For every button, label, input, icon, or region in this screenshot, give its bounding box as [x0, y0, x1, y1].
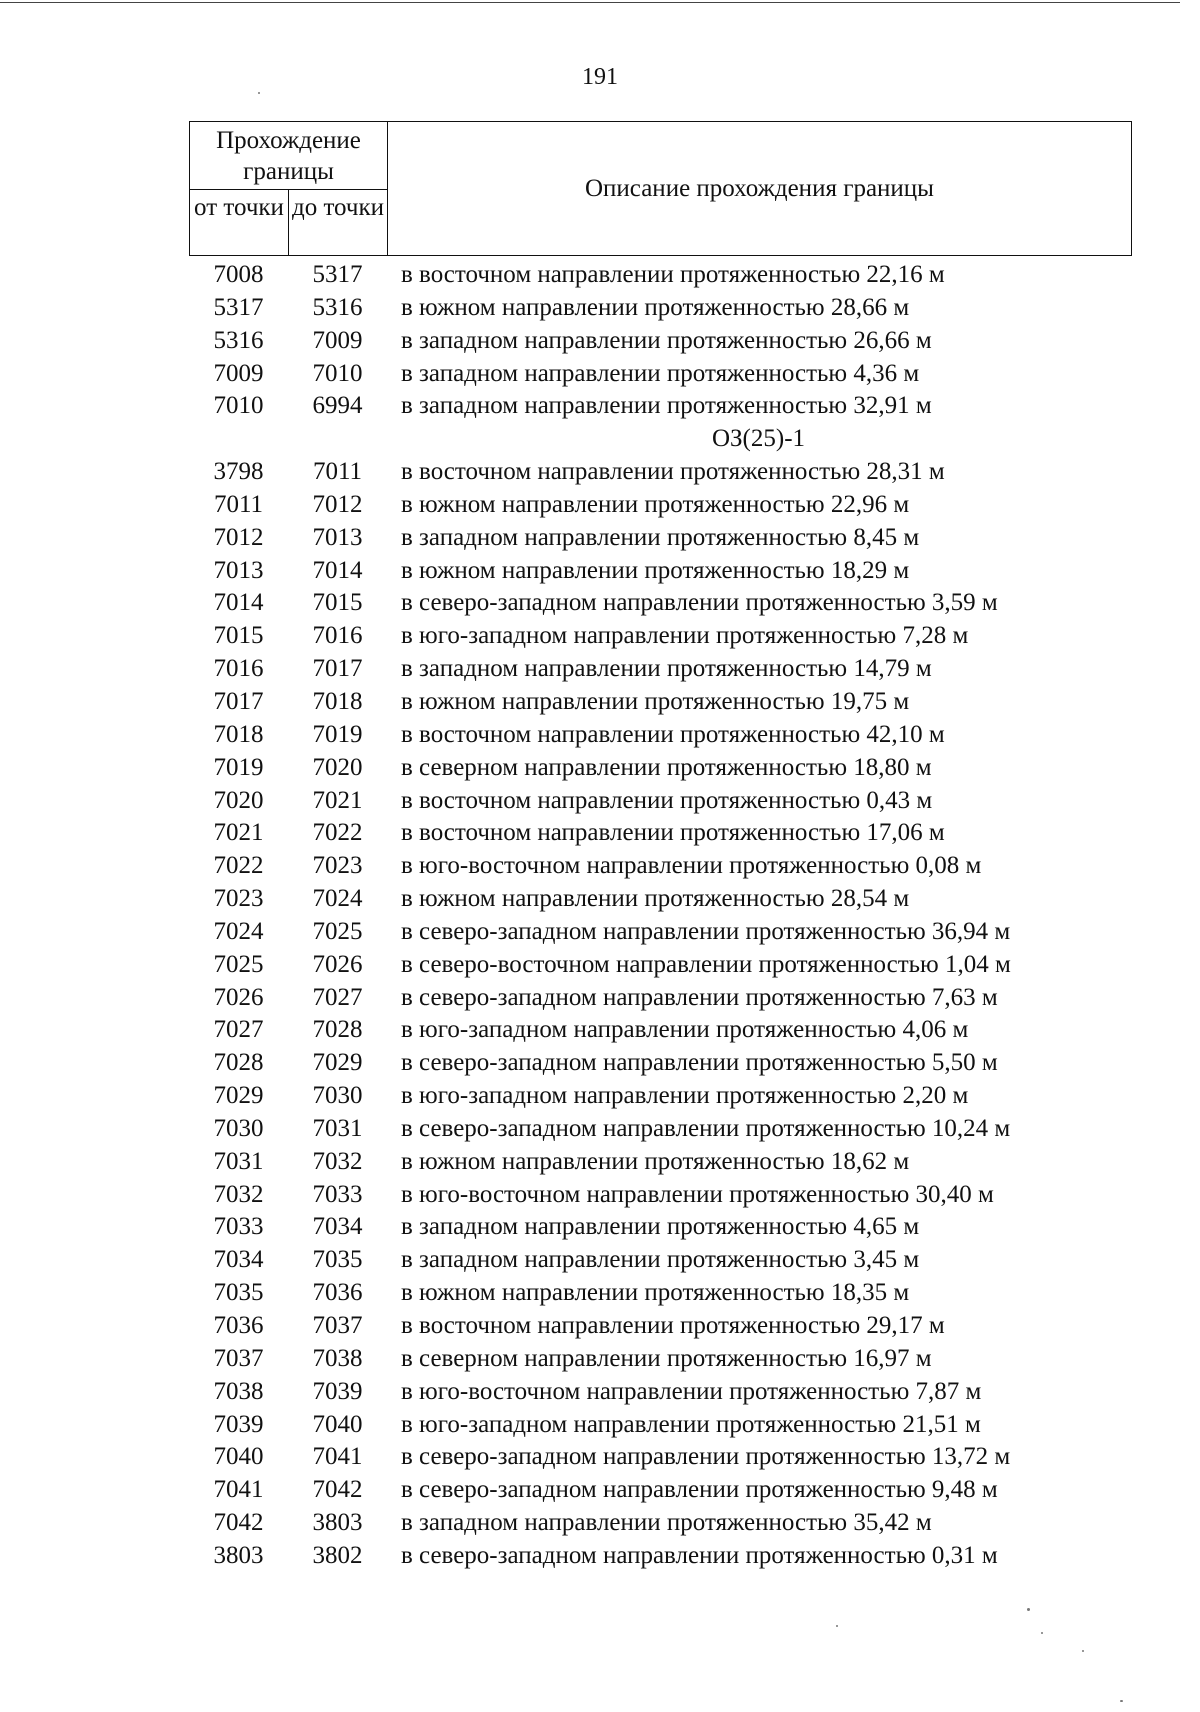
from-point: 7031 — [213, 1147, 264, 1175]
segment-description: в юго-восточном направлении протяженностью 30,40 м — [401, 1180, 994, 1208]
from-point: 7010 — [213, 392, 264, 420]
segment-description: в восточном направлении протяженностью 42,10 м — [401, 720, 945, 748]
segment-description: в южном направлении протяженностью 18,35 м — [401, 1279, 910, 1307]
from-point: 7025 — [213, 950, 264, 978]
table-row — [189, 915, 1189, 948]
header-to-point: до точки — [289, 190, 388, 255]
to-point: 7039 — [312, 1377, 363, 1405]
table-row — [189, 1145, 1189, 1178]
segment-description: в северо-западном направлении протяженностью 7,63 м — [401, 983, 998, 1011]
to-point: 7037 — [312, 1312, 363, 1339]
to-point: 7030 — [312, 1082, 363, 1110]
to-point: 7011 — [312, 458, 363, 486]
table-row — [189, 619, 1189, 652]
to-point: 7027 — [312, 983, 363, 1011]
segment-description: в восточном направлении протяженностью 29,17 м — [401, 1312, 945, 1339]
to-point: 7034 — [312, 1213, 363, 1241]
to-point: 7010 — [312, 359, 363, 387]
table-row — [189, 1440, 1189, 1473]
table-row — [189, 652, 1189, 685]
table-row — [189, 1506, 1189, 1539]
table-row — [189, 685, 1189, 718]
table-row — [189, 882, 1189, 915]
table-row — [189, 1178, 1189, 1211]
to-point: 7016 — [312, 622, 363, 650]
segment-description: в южном направлении протяженностью 18,29 м — [401, 556, 910, 584]
to-point: 7019 — [312, 720, 363, 748]
to-point: 6994 — [312, 392, 363, 420]
from-point: 7019 — [213, 753, 264, 781]
from-point: 7030 — [213, 1114, 264, 1142]
to-point: 7022 — [312, 819, 363, 847]
table-row — [189, 1375, 1189, 1408]
scan-speck — [258, 92, 260, 94]
table-row — [189, 521, 1189, 554]
from-point: 7009 — [213, 359, 264, 387]
segment-description: в восточном направлении протяженностью 0,43 м — [401, 786, 933, 814]
table-row — [189, 455, 1189, 488]
to-point: 5316 — [312, 293, 363, 321]
to-point: 7035 — [312, 1246, 363, 1274]
from-point: 7012 — [213, 523, 264, 551]
header-from-point: от точки — [190, 190, 289, 255]
from-point: 7037 — [213, 1344, 264, 1372]
segment-description: в северо-восточном направлении протяженностью 1,04 м — [401, 950, 1011, 978]
from-point: 7017 — [213, 687, 264, 715]
table-header — [189, 121, 1132, 256]
from-point: 5316 — [213, 326, 264, 354]
table-row — [189, 1243, 1189, 1276]
header-passage: Прохождение границы — [190, 122, 388, 190]
from-point: 7011 — [213, 490, 264, 518]
from-point: 7034 — [213, 1246, 264, 1274]
from-point: 7035 — [213, 1279, 264, 1307]
table-row — [189, 849, 1189, 882]
table-row — [189, 1473, 1189, 1506]
table-row — [189, 357, 1189, 390]
from-point: 7042 — [213, 1509, 264, 1537]
segment-description: в западном направлении протяженностью 35,42 м — [401, 1509, 932, 1537]
to-point: 7033 — [312, 1180, 363, 1208]
from-point: 5317 — [213, 293, 264, 321]
segment-description: в южном направлении протяженностью 28,66 м — [401, 293, 910, 321]
segment-description: в северо-западном направлении протяженностью 36,94 м — [401, 917, 1011, 945]
segment-description: в северо-западном направлении протяженностью 10,24 м — [401, 1114, 1011, 1142]
to-point: 7014 — [312, 556, 363, 584]
segment-description: в западном направлении протяженностью 32,91 м — [401, 392, 932, 420]
from-point: 7018 — [213, 720, 264, 748]
table-row — [189, 816, 1189, 849]
to-point: 7013 — [312, 523, 363, 551]
segment-description: в северо-западном направлении протяженностью 13,72 м — [401, 1443, 1011, 1471]
scan-top-edge — [0, 2, 1180, 3]
to-point: 7026 — [312, 950, 363, 978]
table-row — [189, 1342, 1189, 1375]
from-point: 7036 — [213, 1312, 264, 1339]
to-point: 3803 — [312, 1509, 363, 1537]
scan-speck — [836, 1625, 838, 1627]
to-point: 7040 — [312, 1410, 363, 1438]
from-point: 7014 — [213, 589, 264, 617]
from-point: 7026 — [213, 983, 264, 1011]
segment-description: в восточном направлении протяженностью 22,16 м — [401, 261, 945, 288]
segment-description: в южном направлении протяженностью 22,96 м — [401, 490, 910, 518]
segment-description: в северном направлении протяженностью 18,80 м — [401, 753, 932, 781]
table-row — [189, 1276, 1189, 1309]
from-point: 7023 — [213, 885, 264, 913]
segment-description: в западном направлении протяженностью 26,66 м — [401, 326, 932, 354]
table-row — [189, 1013, 1189, 1046]
table-row — [189, 1210, 1189, 1243]
scan-speck — [1027, 1608, 1030, 1611]
segment-description: в северо-западном направлении протяженностью 0,31 м — [401, 1541, 998, 1569]
table-row — [189, 554, 1189, 587]
table-row — [189, 389, 1189, 422]
from-point: 7021 — [213, 819, 264, 847]
segment-description: в северо-западном направлении протяженностью 9,48 м — [401, 1476, 998, 1504]
from-point: 7015 — [213, 622, 264, 650]
table-row — [189, 981, 1189, 1014]
scan-speck — [1041, 1632, 1043, 1634]
segment-description: в юго-западном направлении протяженностью 7,28 м — [401, 622, 969, 650]
from-point: 7028 — [213, 1049, 264, 1077]
segment-description: в южном направлении протяженностью 28,54 м — [401, 885, 910, 913]
table-row — [189, 488, 1189, 521]
segment-description: в южном направлении протяженностью 19,75 м — [401, 687, 910, 715]
table-row — [189, 291, 1189, 324]
to-point: 7031 — [312, 1114, 363, 1142]
to-point: 7032 — [312, 1147, 363, 1175]
to-point: 7025 — [312, 917, 363, 945]
from-point: 7029 — [213, 1082, 264, 1110]
boundary-table-body — [189, 258, 1189, 1572]
from-point: 7041 — [213, 1476, 264, 1504]
segment-description: в юго-западном направлении протяженностью 21,51 м — [401, 1410, 981, 1438]
segment-description: в юго-западном направлении протяженностью 2,20 м — [401, 1082, 969, 1110]
from-point: 7033 — [213, 1213, 264, 1241]
from-point: 3803 — [213, 1541, 264, 1569]
from-point: 7039 — [213, 1410, 264, 1438]
segment-description: в северном направлении протяженностью 16,97 м — [401, 1344, 932, 1372]
to-point: 7036 — [312, 1279, 363, 1307]
to-point: 7023 — [312, 852, 363, 880]
from-point: 7020 — [213, 786, 264, 814]
table-row — [189, 324, 1189, 357]
from-point: 7016 — [213, 655, 264, 683]
to-point: 7029 — [312, 1049, 363, 1077]
to-point: 7021 — [312, 786, 363, 814]
header-description: Описание прохождения границы — [585, 174, 934, 202]
table-row — [189, 1112, 1189, 1145]
from-point: 7022 — [213, 852, 264, 880]
segment-description: в юго-западном направлении протяженностью 4,06 м — [401, 1016, 969, 1044]
table-row — [189, 718, 1189, 751]
to-point: 7041 — [312, 1443, 363, 1471]
segment-description: в западном направлении протяженностью 8,45 м — [401, 523, 920, 551]
to-point: 7018 — [312, 687, 363, 715]
to-point: 7028 — [312, 1016, 363, 1044]
from-point: 7038 — [213, 1377, 264, 1405]
table-row — [189, 751, 1189, 784]
table-row — [189, 1079, 1189, 1112]
from-point: 3798 — [213, 458, 264, 486]
segment-description: в восточном направлении протяженностью 17,06 м — [401, 819, 945, 847]
segment-description: в северо-западном направлении протяженностью 5,50 м — [401, 1049, 998, 1077]
to-point: 7009 — [312, 326, 363, 354]
segment-description: в северо-западном направлении протяженностью 3,59 м — [401, 589, 998, 617]
scan-speck — [1120, 1700, 1123, 1702]
from-point: 7032 — [213, 1180, 264, 1208]
page-number: 191 — [582, 64, 618, 90]
table-row — [189, 1046, 1189, 1079]
to-point: 7020 — [312, 753, 363, 781]
table-row — [189, 586, 1189, 619]
segment-description: в юго-восточном направлении протяженностью 7,87 м — [401, 1377, 982, 1405]
to-point: 7012 — [312, 490, 363, 518]
from-point: 7027 — [213, 1016, 264, 1044]
from-point: 7013 — [213, 556, 264, 584]
table-row — [189, 948, 1189, 981]
from-point: 7040 — [213, 1443, 264, 1471]
table-row — [189, 1408, 1189, 1441]
to-point: 7042 — [312, 1476, 363, 1504]
table-row — [189, 1539, 1189, 1572]
section-row — [189, 422, 1189, 455]
table-row — [189, 258, 1189, 291]
table-row — [189, 784, 1189, 817]
to-point: 7024 — [312, 885, 363, 913]
segment-description: в западном направлении протяженностью 4,65 м — [401, 1213, 920, 1241]
to-point: 3802 — [312, 1541, 363, 1569]
section-title: ОЗ(25)-1 — [711, 425, 806, 453]
segment-description: в западном направлении протяженностью 14,79 м — [401, 655, 932, 683]
segment-description: в западном направлении протяженностью 4,36 м — [401, 359, 920, 387]
to-point: 5317 — [312, 261, 363, 288]
table-row — [189, 1309, 1189, 1342]
to-point: 7038 — [312, 1344, 363, 1372]
segment-description: в южном направлении протяженностью 18,62 м — [401, 1147, 910, 1175]
to-point: 7015 — [312, 589, 363, 617]
segment-description: в восточном направлении протяженностью 28,31 м — [401, 458, 945, 486]
segment-description: в юго-восточном направлении протяженностью 0,08 м — [401, 852, 982, 880]
from-point: 7008 — [213, 261, 264, 288]
to-point: 7017 — [312, 655, 363, 683]
segment-description: в западном направлении протяженностью 3,45 м — [401, 1246, 920, 1274]
scan-speck — [1082, 1650, 1084, 1652]
from-point: 7024 — [213, 917, 264, 945]
